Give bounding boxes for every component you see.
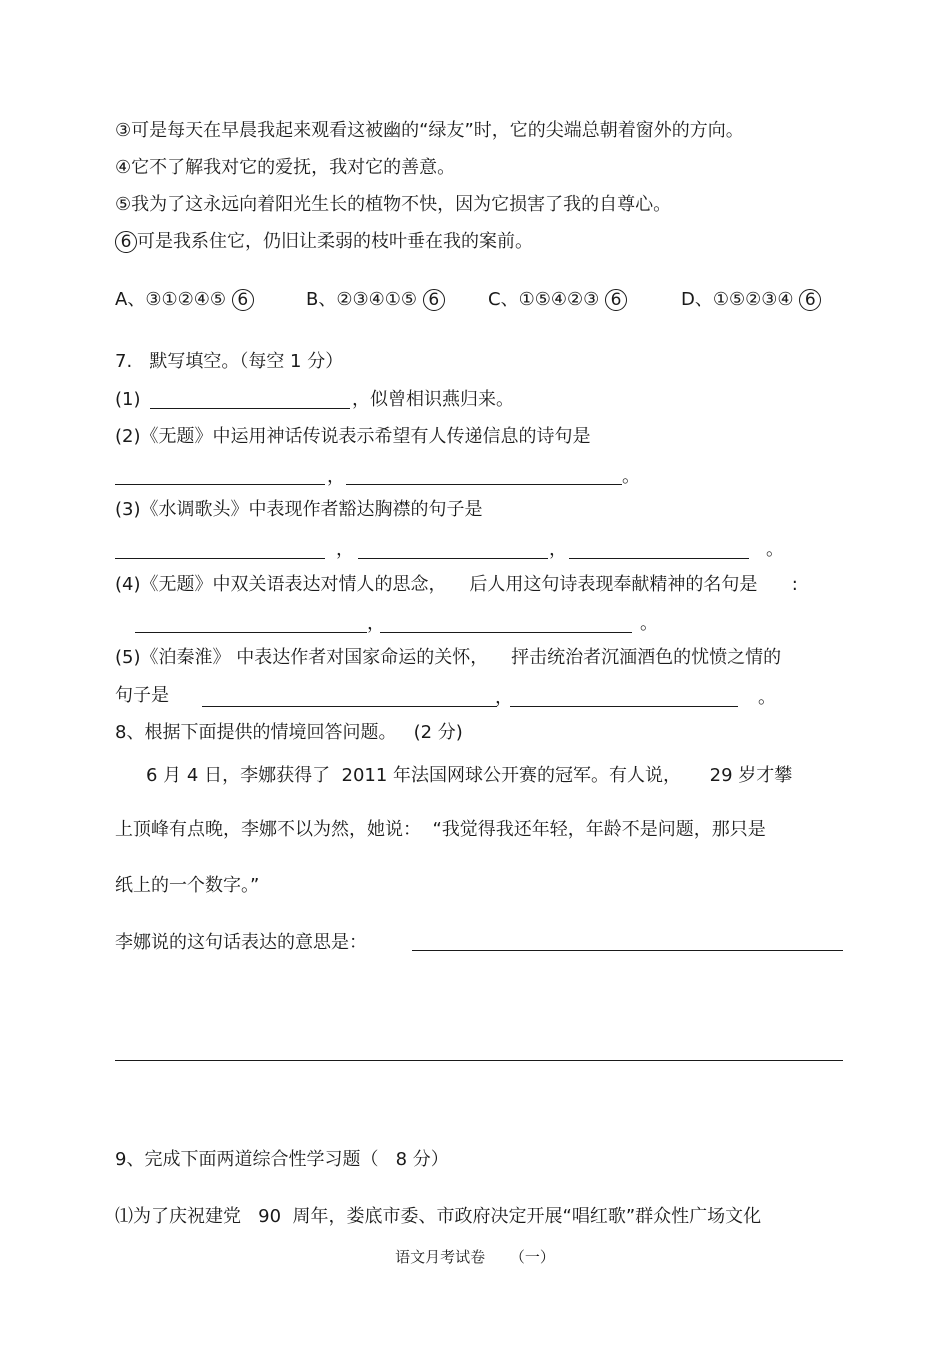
- q8-answer-blank-2[interactable]: [115, 1060, 843, 1061]
- q7-item5-period: 。: [758, 687, 776, 708]
- option-d-label: D、①⑤②③④: [681, 289, 794, 310]
- q7-item5-line2: 句子是: [115, 685, 169, 706]
- option-b-label: B、②③④①⑤: [306, 289, 418, 310]
- q7-item2-period: 。: [622, 466, 640, 487]
- circled-number-6: 6: [115, 231, 137, 253]
- q7-item5-blank-2[interactable]: [510, 706, 738, 707]
- q7-item3-period: 。: [766, 539, 784, 560]
- q8-prompt: 李娜说的这句话表达的意思是：: [115, 932, 367, 953]
- q7-item4: (4)《无题》中双关语表达对情人的思念， 后人用这句诗表现奉献精神的名句是 :: [115, 574, 798, 595]
- q7-item1-text: ，似曾相识燕归来。: [352, 389, 514, 410]
- q7-item1-label: (1): [115, 389, 141, 410]
- q6-option-b: [306, 288, 445, 312]
- q7-item5-blank-1[interactable]: [202, 706, 497, 707]
- q6-sentence-5: ⑤我为了这永远向着阳光生长的植物不快，因为它损害了我的自尊心。: [115, 194, 672, 215]
- q6-sentence-6: [115, 230, 533, 254]
- q7-item3-comma-2: ，: [549, 539, 567, 560]
- q8-paragraph-2: 上顶峰有点晚，李娜不以为然，她说： “我觉得我还年轻，年龄不是问题，那只是: [115, 819, 766, 840]
- q7-item4-period: 。: [640, 613, 658, 634]
- q7-item3-blank-3[interactable]: [569, 558, 749, 559]
- q7-item1-blank[interactable]: [150, 408, 350, 409]
- q9-title: 9、完成下面两道综合性学习题（ 8 分）: [115, 1149, 449, 1170]
- q6-sentence-6-text: 可是我系住它，仍旧让柔弱的枝叶垂在我的案前。: [137, 231, 533, 252]
- circled-number-6: 6: [423, 289, 445, 311]
- q7-item5-comma: ，: [495, 687, 513, 708]
- q7-item5-line1: (5)《泊秦淮》 中表达作者对国家命运的关怀， 抨击统治者沉湎酒色的忧愤之情的: [115, 647, 782, 668]
- q7-item4-comma: ，: [367, 613, 385, 634]
- q9-item-1: ⑴为了庆祝建党 90 周年，娄底市委、市政府决定开展“唱红歌”群众性广场文化: [115, 1206, 762, 1227]
- q8-title: 8、根据下面提供的情境回答问题。 (2 分): [115, 722, 463, 743]
- q7-item3-comma-1: ，: [336, 539, 354, 560]
- footer-part: （一）: [509, 1248, 555, 1266]
- q6-option-c: [488, 288, 627, 312]
- circled-number-6: 6: [232, 289, 254, 311]
- q7-item2-blank-1[interactable]: [115, 484, 325, 485]
- q7-item3: (3)《水调歌头》中表现作者豁达胸襟的句子是: [115, 499, 483, 520]
- q7-item4-blank-1[interactable]: [135, 632, 367, 633]
- q7-item4-blank-2[interactable]: [380, 632, 632, 633]
- circled-number-6: 6: [799, 289, 821, 311]
- q6-option-a: [115, 288, 254, 312]
- q6-sentence-4: ④它不了解我对它的爱抚，我对它的善意。: [115, 157, 456, 178]
- q8-paragraph-3: 纸上的一个数字。”: [115, 875, 260, 896]
- q7-title: 7. 默写填空。（每空 1 分）: [115, 351, 344, 372]
- q7-item2-blank-2[interactable]: [346, 484, 622, 485]
- footer-title: 语文月考试卷: [395, 1248, 486, 1266]
- q7-item3-blank-1[interactable]: [115, 558, 325, 559]
- option-a-label: A、③①②④⑤: [115, 289, 226, 310]
- page-footer: [0, 1246, 950, 1267]
- option-c-label: C、①⑤④②③: [488, 289, 600, 310]
- q7-item2: (2)《无题》中运用神话传说表示希望有人传递信息的诗句是: [115, 426, 591, 447]
- q6-option-d: [681, 288, 821, 312]
- q6-sentence-3: ③可是每天在早晨我起来观看这被幽的“绿友”时，它的尖端总朝着窗外的方向。: [115, 120, 744, 141]
- q8-paragraph-1: 6 月 4 日，李娜获得了 2011 年法国网球公开赛的冠军。有人说， 29 岁才攀: [146, 765, 793, 786]
- circled-number-6: 6: [605, 289, 627, 311]
- q7-item3-blank-2[interactable]: [358, 558, 548, 559]
- q8-answer-blank-1[interactable]: [412, 950, 843, 951]
- q7-item2-comma: ，: [327, 466, 345, 487]
